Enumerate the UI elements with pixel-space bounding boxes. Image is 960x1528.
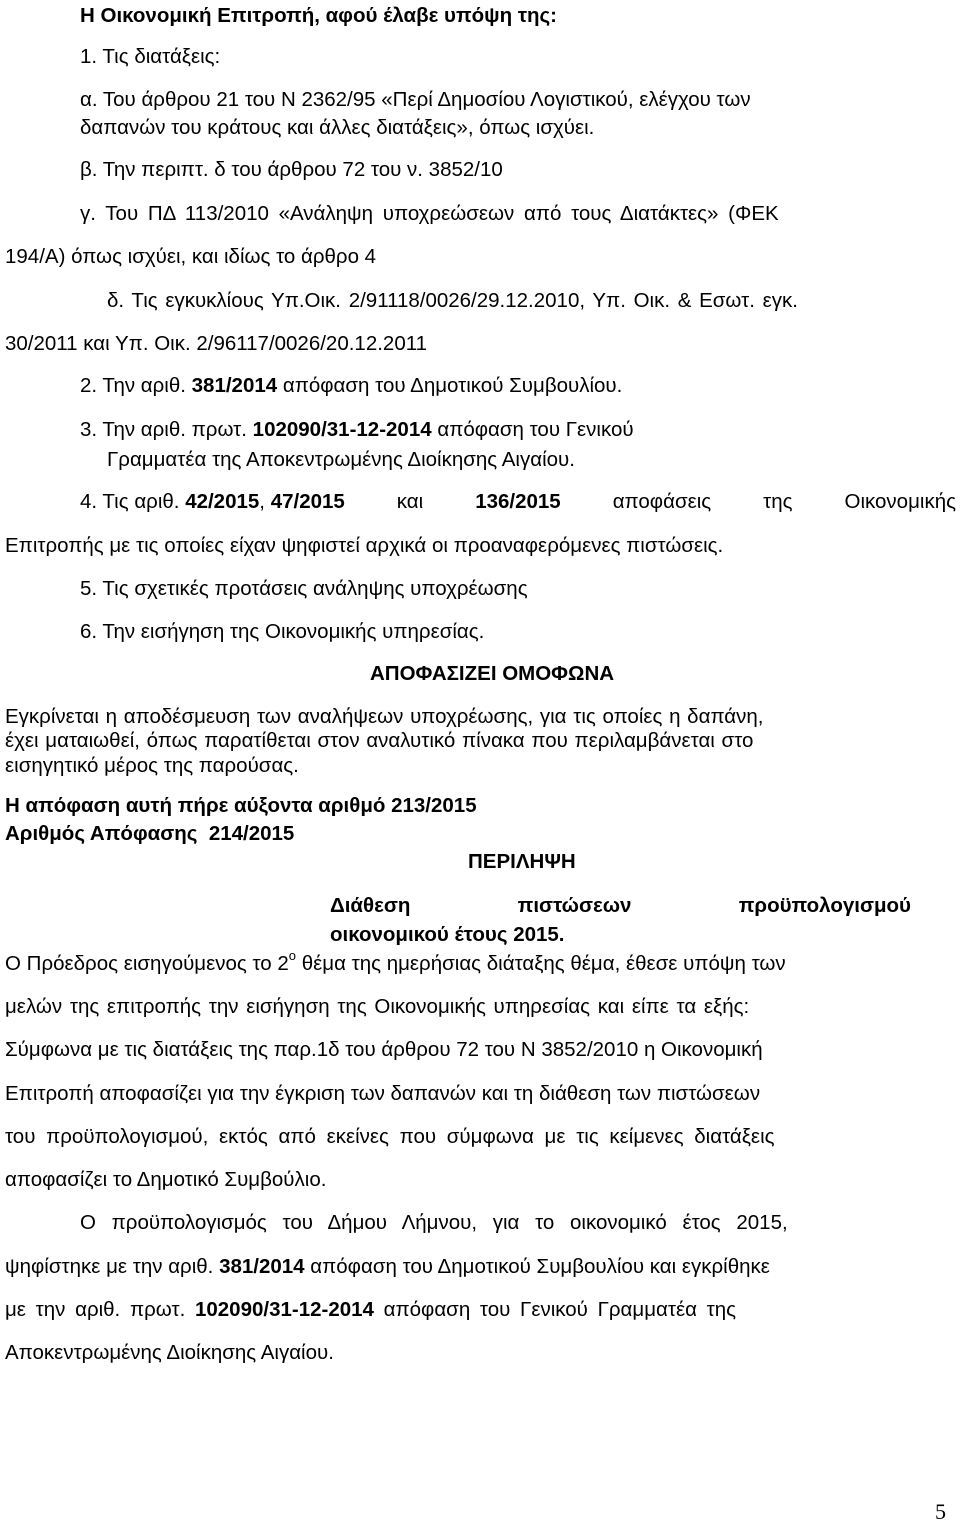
list-item-6: 6. Την εισήγηση της Οικονομικής υπηρεσίας. <box>80 620 485 643</box>
intro-heading: Η Οικονομική Επιτροπή, αφού έλαβε υπόψη της: <box>80 4 558 27</box>
decision-number-label: Αριθμός Απόφασης <box>5 822 198 845</box>
decision-ref-102090: 102090/31-12-2014 <box>252 418 432 441</box>
page-number: 5 <box>935 1499 946 1524</box>
body-para2-line4: Αποκεντρωμένης Διοίκησης Αιγαίου. <box>5 1341 334 1364</box>
list-item-4-w2: της <box>763 490 793 513</box>
list-item-4-w1: αποφάσεις <box>612 490 712 513</box>
summary-title-line2: οικονομικού έτους 2015. <box>330 923 565 946</box>
summary-title-line1 <box>330 896 911 917</box>
list-item-3-text: 3. Την αριθ. πρωτ. <box>80 418 253 441</box>
body-para2-line2-post: απόφαση του Δημοτικού Συμβουλίου και εγκρίθηκε <box>304 1255 770 1278</box>
list-item-4 <box>80 492 956 513</box>
list-item-1a-line2: δαπανών του κράτους και άλλες διατάξεις», όπως ισχύει. <box>80 116 595 139</box>
body-para2-line3-pre: με την αριθ. πρωτ. <box>5 1298 195 1321</box>
list-item-4-w3: Οικονομικής <box>844 490 956 513</box>
body-para2-line1: Ο προϋπολογισμός του Δήμου Λήμνου, για το οικονομικό έτος 2015, <box>80 1211 788 1234</box>
body-para2-line2-pre: ψηφίστηκε με την αριθ. <box>5 1255 220 1278</box>
list-item-2 <box>80 376 622 397</box>
body-para1-line1-post: θέμα της ημερήσιας διάταξης θέμα, έθεσε υπόψη των <box>296 952 786 975</box>
list-item-1d-line1: δ. Τις εγκυκλίους Υπ.Οικ. 2/91118/0026/29.12.2010, Υπ. Οικ. & Εσωτ. εγκ. <box>107 289 798 312</box>
decision-text-line1: Εγκρίνεται η αποδέσμευση των αναλήψεων υποχρέωσης, για τις οποίες η δαπάνη, <box>5 705 764 728</box>
decision-ref-381-body: 381/2014 <box>219 1255 305 1278</box>
summary-title-w2: πιστώσεων <box>517 894 632 917</box>
body-para1-line3: Σύμφωνα με τις διατάξεις της παρ.1δ του άρθρου 72 του Ν 3852/2010 η Οικονομική <box>5 1038 763 1061</box>
decision-ref-381: 381/2014 <box>191 374 278 397</box>
decision-text-line3: εισηγητικό μέρος της παρούσας. <box>5 754 299 777</box>
body-para1-line6: αποφασίζει το Δημοτικό Συμβούλιο. <box>5 1168 327 1191</box>
body-para1-line2: μελών της επιτροπής την εισήγηση της Οικονομικής υπηρεσίας και είπε τα εξής: <box>5 995 750 1018</box>
decision-text-line2: έχει ματαιωθεί, όπως παρατίθεται στον αναλυτικό πίνακα που περιλαμβάνεται στο <box>5 729 754 752</box>
list-item-1g-line1: γ. Του ΠΔ 113/2010 «Ανάληψη υποχρεώσεων από τους Διατάκτες» (ΦΕΚ <box>80 202 779 225</box>
body-para2-line2 <box>5 1257 770 1278</box>
decision-ref-42: 42/2015 <box>185 490 260 513</box>
list-item-1d-line2: 30/2011 και Υπ. Οικ. 2/96117/0026/20.12.2011 <box>5 332 428 355</box>
list-item-1g-line2: 194/Α) όπως ισχύει, και ιδίως το άρθρο 4 <box>5 245 377 268</box>
decision-number-value: 214/2015 <box>208 822 295 845</box>
list-item-3-tail: απόφαση του Γενικού <box>431 418 634 441</box>
summary-title-w1: Διάθεση <box>330 894 411 917</box>
list-item-4-and: και <box>396 490 424 513</box>
list-item-4-start <box>80 492 345 513</box>
list-item-1b: β. Την περιπτ. δ του άρθρου 72 του ν. 3852/10 <box>80 158 503 181</box>
list-item-4-sep: , <box>259 490 271 513</box>
list-item-1a-line1: α. Του άρθρου 21 του Ν 2362/95 «Περί Δημοσίου Λογιστικού, ελέγχου των <box>80 88 751 111</box>
list-item-3-line2: Γραμματέα της Αποκεντρωμένης Διοίκησης Αιγαίου. <box>107 448 575 471</box>
decision-ref-102090-body: 102090/31-12-2014 <box>194 1298 374 1321</box>
body-para2-line3 <box>5 1300 736 1321</box>
body-para1-line5: του προϋπολογισμού, εκτός από εκείνες που σύμφωνα με τις κείμενες διατάξεις <box>5 1125 775 1148</box>
decision-ref-47: 47/2015 <box>270 490 345 513</box>
list-item-2-text: 2. Την αριθ. <box>80 374 192 397</box>
body-para1-line4: Επιτροπή αποφασίζει για την έγκριση των δαπανών και τη διάθεση των πιστώσεων <box>5 1082 761 1105</box>
summary-title-w3: προϋπολογισμού <box>738 894 911 917</box>
body-para1-line1 <box>5 948 786 975</box>
summary-heading: ΠΕΡΙΛΗΨΗ <box>468 850 576 873</box>
serial-number-line: Η απόφαση αυτή πήρε αύξοντα αριθμό 213/2015 <box>5 794 477 817</box>
list-item-3 <box>80 420 634 441</box>
decision-number <box>5 824 294 845</box>
decision-heading: ΑΠΟΦΑΣΙΖΕΙ ΟΜΟΦΩΝΑ <box>370 662 615 685</box>
body-para2-line3-post: απόφαση του Γενικού Γραμματέα της <box>373 1298 737 1321</box>
body-para1-line1-pre: Ο Πρόεδρος εισηγούμενος το 2 <box>5 952 289 975</box>
list-item-5: 5. Τις σχετικές προτάσεις ανάληψης υποχρέωσης <box>80 577 528 600</box>
ordinal-superscript: ο <box>288 948 297 963</box>
list-item-1: 1. Τις διατάξεις: <box>80 45 221 68</box>
list-item-4-line2: Επιτροπής με τις οποίες είχαν ψηφιστεί αρχικά οι προαναφερόμενες πιστώσεις. <box>5 534 724 557</box>
decision-ref-136: 136/2015 <box>475 490 561 513</box>
list-item-4-text: 4. Τις αριθ. <box>80 490 186 513</box>
list-item-2-tail: απόφαση του Δημοτικού Συμβουλίου. <box>277 374 623 397</box>
